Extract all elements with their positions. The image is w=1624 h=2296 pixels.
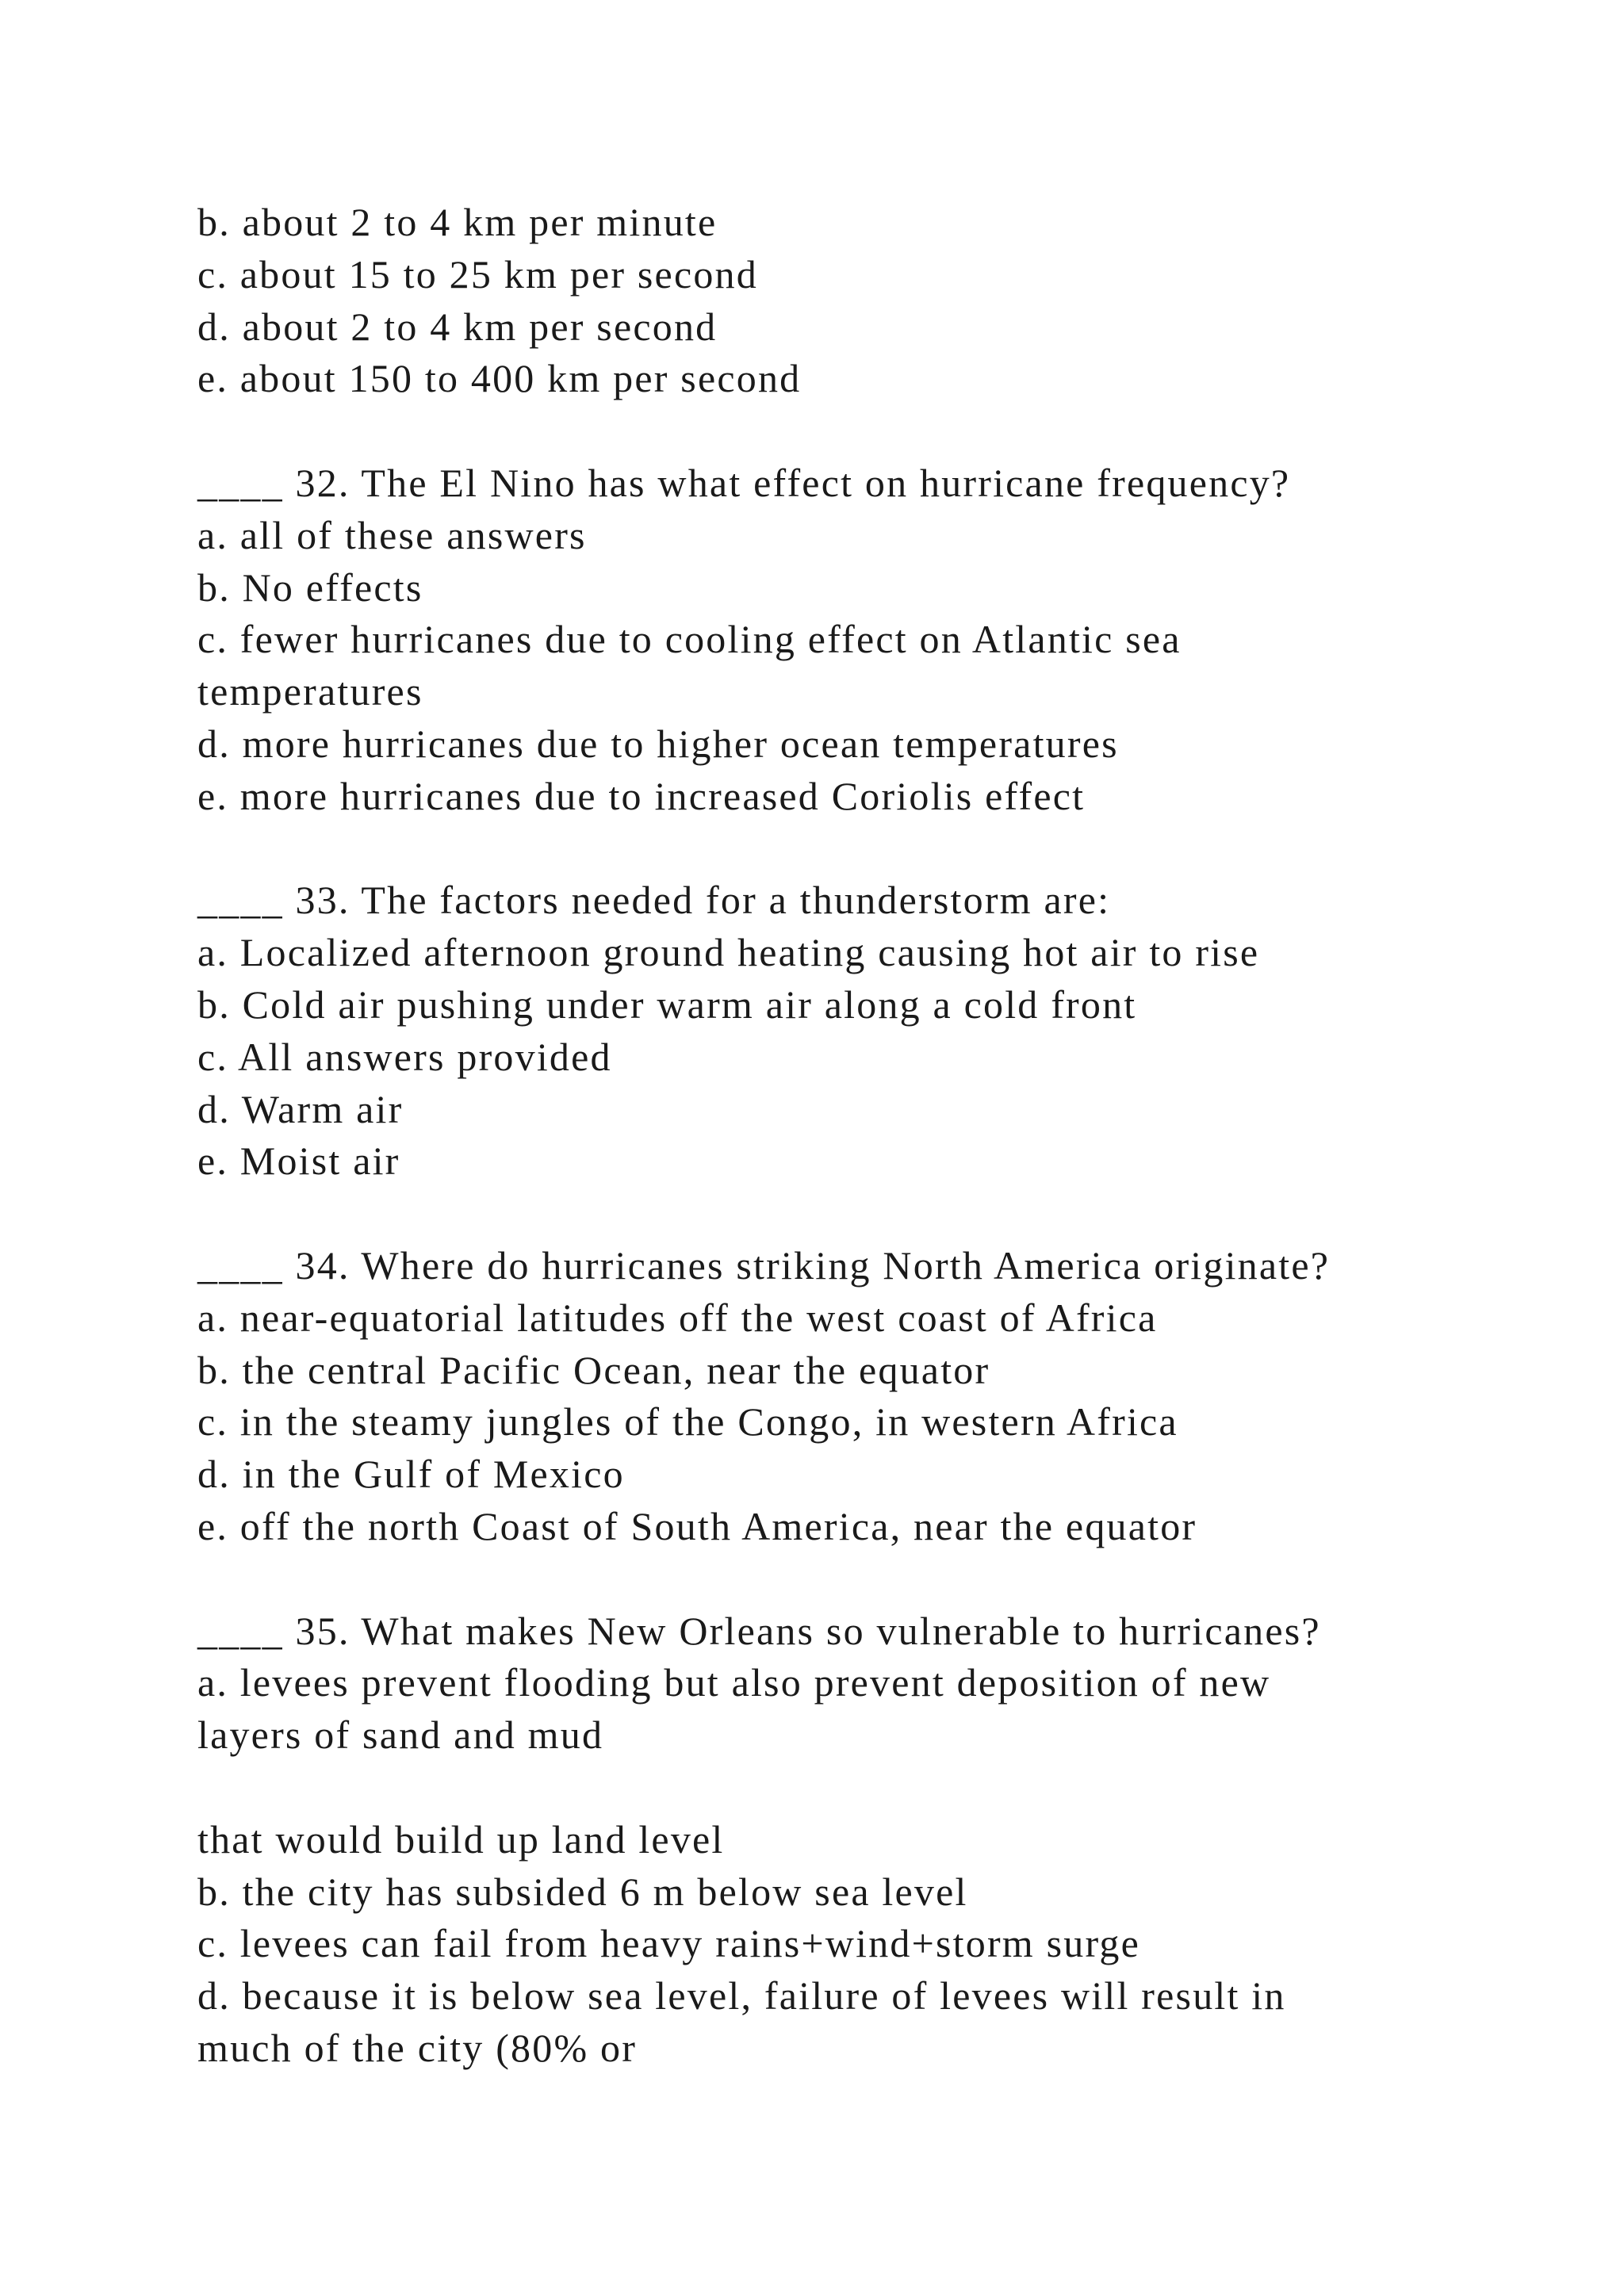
question-35 [197, 1605, 1545, 2075]
spacer [197, 1553, 1545, 1605]
answer-option: e. more hurricanes due to increased Coriolis effect [197, 773, 1086, 818]
spacer [197, 405, 1545, 457]
answer-option: a. Localized afternoon ground heating causing hot air to rise [197, 930, 1260, 975]
answer-option-continued: temperatures [197, 669, 423, 714]
question-text: ____ 34. Where do hurricanes striking North America originate? [197, 1242, 1331, 1288]
answer-option: e. off the north Coast of South America, near the equator [197, 1503, 1197, 1548]
answer-option: b. the central Pacific Ocean, near the equator [197, 1347, 990, 1392]
answer-option: c. levees can fail from heavy rains+wind+storm surge [197, 1921, 1140, 1966]
answer-option: c. fewer hurricanes due to cooling effect on Atlantic sea [197, 617, 1182, 662]
spacer [197, 823, 1545, 875]
answer-option: d. because it is below sea level, failure of levees will result in [197, 1973, 1286, 2019]
answer-option: b. about 2 to 4 km per minute [197, 200, 718, 244]
question-text: ____ 32. The El Nino has what effect on hurricane frequency? [197, 460, 1291, 505]
question-text: ____ 33. The factors needed for a thunderstorm are: [197, 878, 1111, 923]
answer-option: b. No effects [197, 564, 423, 610]
question-31-options [197, 197, 1545, 405]
question-text: ____ 35. What makes New Orleans so vulnerable to hurricanes? [197, 1608, 1321, 1653]
answer-option: d. more hurricanes due to higher ocean temperatures [197, 721, 1119, 766]
answer-option: a. all of these answers [197, 512, 587, 557]
spacer [197, 1762, 1545, 1814]
answer-option: c. All answers provided [197, 1034, 612, 1079]
answer-option: a. levees prevent flooding but also prevent deposition of new [197, 1660, 1271, 1705]
answer-option: d. Warm air [197, 1086, 404, 1131]
answer-option: d. in the Gulf of Mexico [197, 1452, 625, 1497]
answer-option: b. the city has subsided 6 m below sea level [197, 1869, 968, 1914]
answer-option: c. in the steamy jungles of the Congo, in western Africa [197, 1399, 1178, 1445]
answer-option: e. about 150 to 400 km per second [197, 356, 802, 401]
question-34 [197, 1240, 1545, 1553]
answer-option: a. near-equatorial latitudes off the west coast of Africa [197, 1295, 1158, 1340]
answer-option-continued: much of the city (80% or [197, 2025, 638, 2070]
answer-option-continued: that would build up land level [197, 1816, 725, 1862]
question-33 [197, 874, 1545, 1188]
question-32 [197, 457, 1545, 823]
spacer [197, 1188, 1545, 1240]
answer-option: c. about 15 to 25 km per second [197, 251, 758, 297]
quiz-text [197, 197, 1545, 2075]
answer-option: e. Moist air [197, 1138, 400, 1184]
answer-option: d. about 2 to 4 km per second [197, 304, 718, 349]
answer-option: b. Cold air pushing under warm air along a cold front [197, 982, 1137, 1027]
answer-option-continued: layers of sand and mud [197, 1712, 604, 1758]
